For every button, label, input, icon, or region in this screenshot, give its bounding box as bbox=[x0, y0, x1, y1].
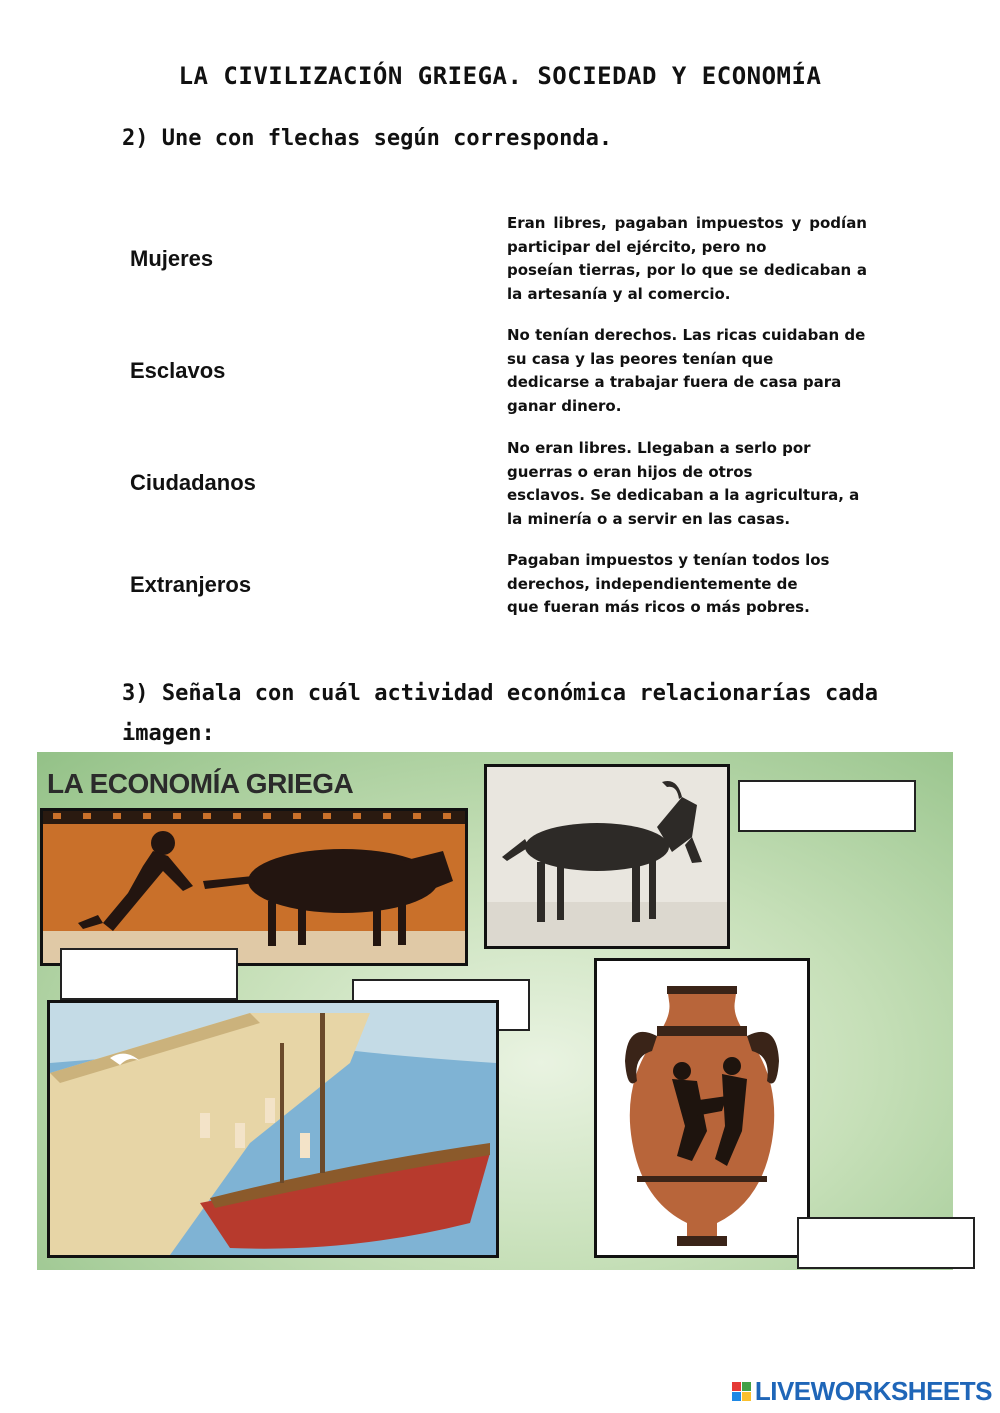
liveworksheets-logo bbox=[732, 1376, 992, 1407]
description-2[interactable] bbox=[507, 324, 867, 418]
plowing-oxen-illustration bbox=[43, 811, 465, 963]
description-line: Eran libres, pagaban impuestos y podían bbox=[507, 214, 867, 232]
question-3-line-2: imagen: bbox=[122, 721, 215, 746]
description-line: derechos, independientemente de bbox=[507, 574, 798, 593]
description-line: No eran libres. Llegaban a serlo por bbox=[507, 439, 811, 457]
goat-statuette-illustration bbox=[487, 767, 727, 946]
answer-box-amphora[interactable] bbox=[797, 1217, 975, 1269]
amphora-image bbox=[594, 958, 810, 1258]
description-line: la minería o a servir en las casas. bbox=[507, 509, 791, 528]
logo-text: LIVEWORKSHEETS bbox=[754, 1376, 992, 1406]
description-line: poseían tierras, por lo que se dedicaban a bbox=[507, 261, 867, 279]
term-extranjeros[interactable]: Extranjeros bbox=[130, 572, 252, 597]
amphora-illustration bbox=[597, 961, 807, 1255]
answer-box-plowing[interactable] bbox=[60, 948, 238, 1000]
term-mujeres[interactable]: Mujeres bbox=[130, 246, 214, 271]
plowing-oxen-image bbox=[40, 808, 468, 966]
description-line: guerras o eran hijos de otros bbox=[507, 462, 753, 481]
term-ciudadanos[interactable]: Ciudadanos bbox=[130, 470, 256, 495]
description-line: esclavos. Se dedicaban a la agricultura, a bbox=[507, 486, 860, 504]
description-line: dedicarse a trabajar fuera de casa para bbox=[507, 373, 842, 391]
description-line: la artesanía y al comercio. bbox=[507, 284, 731, 303]
description-line: su casa y las peores tenían que bbox=[507, 349, 774, 368]
question-3-line-1: 3) Señala con cuál actividad económica relacionarías cada bbox=[122, 681, 878, 706]
description-line: Pagaban impuestos y tenían todos los bbox=[507, 551, 830, 569]
harbor-ship-illustration bbox=[50, 1003, 496, 1255]
goat-statuette-image bbox=[484, 764, 730, 949]
question-3-prompt bbox=[122, 674, 878, 754]
description-3[interactable] bbox=[507, 437, 867, 531]
description-1[interactable] bbox=[507, 212, 867, 306]
answer-box-goat[interactable] bbox=[738, 780, 916, 832]
description-line: No tenían derechos. Las ricas cuidaban de bbox=[507, 326, 866, 344]
logo-mark-icon bbox=[732, 1382, 751, 1401]
description-4[interactable] bbox=[507, 549, 867, 620]
question-2-prompt: 2) Une con flechas según corresponda. bbox=[122, 126, 613, 151]
description-line: participar del ejército, pero no bbox=[507, 237, 767, 256]
worksheet-title: LA CIVILIZACIÓN GRIEGA. SOCIEDAD Y ECONOMÍA bbox=[178, 62, 822, 90]
harbor-ship-image bbox=[47, 1000, 499, 1258]
term-esclavos[interactable]: Esclavos bbox=[130, 358, 226, 383]
panel-title: LA ECONOMÍA GRIEGA bbox=[47, 768, 354, 799]
description-line: que fueran más ricos o más pobres. bbox=[507, 598, 810, 616]
description-line: ganar dinero. bbox=[507, 396, 622, 415]
